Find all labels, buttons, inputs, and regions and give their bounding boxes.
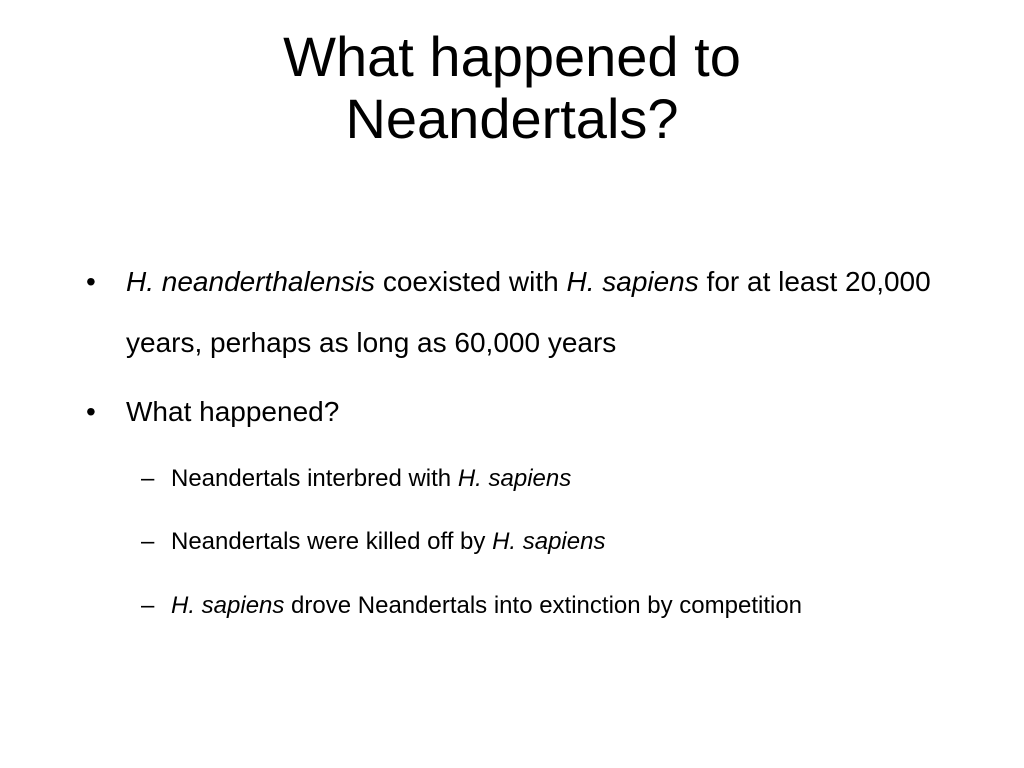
sub-bullet-marker: – <box>141 528 155 555</box>
sub-bullet-interbred <box>141 451 951 507</box>
species-name-sapiens: H. sapiens <box>171 592 285 619</box>
species-name-sapiens: H. sapiens <box>457 465 572 492</box>
sub-bullet-text: Neandertals interbred with <box>171 465 458 492</box>
sub-bullet-text: Neandertals were killed off by <box>171 528 493 555</box>
bullet-marker: • <box>86 266 96 297</box>
bullet-marker: • <box>86 396 96 427</box>
bullet-text: for at least 20,000 years, perhaps as long as 60,000 years <box>126 266 931 358</box>
bullet-text: What happened? <box>126 396 340 427</box>
bullet-coexistence <box>86 251 946 373</box>
sub-bullet-marker: – <box>141 465 155 492</box>
bullet-what-happened <box>86 381 946 442</box>
title-line-1: What happened to <box>283 25 741 88</box>
species-name-sapiens: H. sapiens <box>492 528 606 555</box>
species-name-neanderthalensis: H. neanderthalensis <box>126 266 376 297</box>
sub-bullet-text: drove Neandertals into extinction by competition <box>284 592 803 619</box>
species-name-sapiens: H. sapiens <box>566 266 699 297</box>
title-line-2: Neandertals? <box>345 87 679 150</box>
bullet-text: coexisted with <box>375 266 567 297</box>
sub-bullet-marker: – <box>141 592 155 619</box>
sub-bullet-killed-off <box>141 514 951 570</box>
sub-bullet-competition <box>141 578 951 634</box>
